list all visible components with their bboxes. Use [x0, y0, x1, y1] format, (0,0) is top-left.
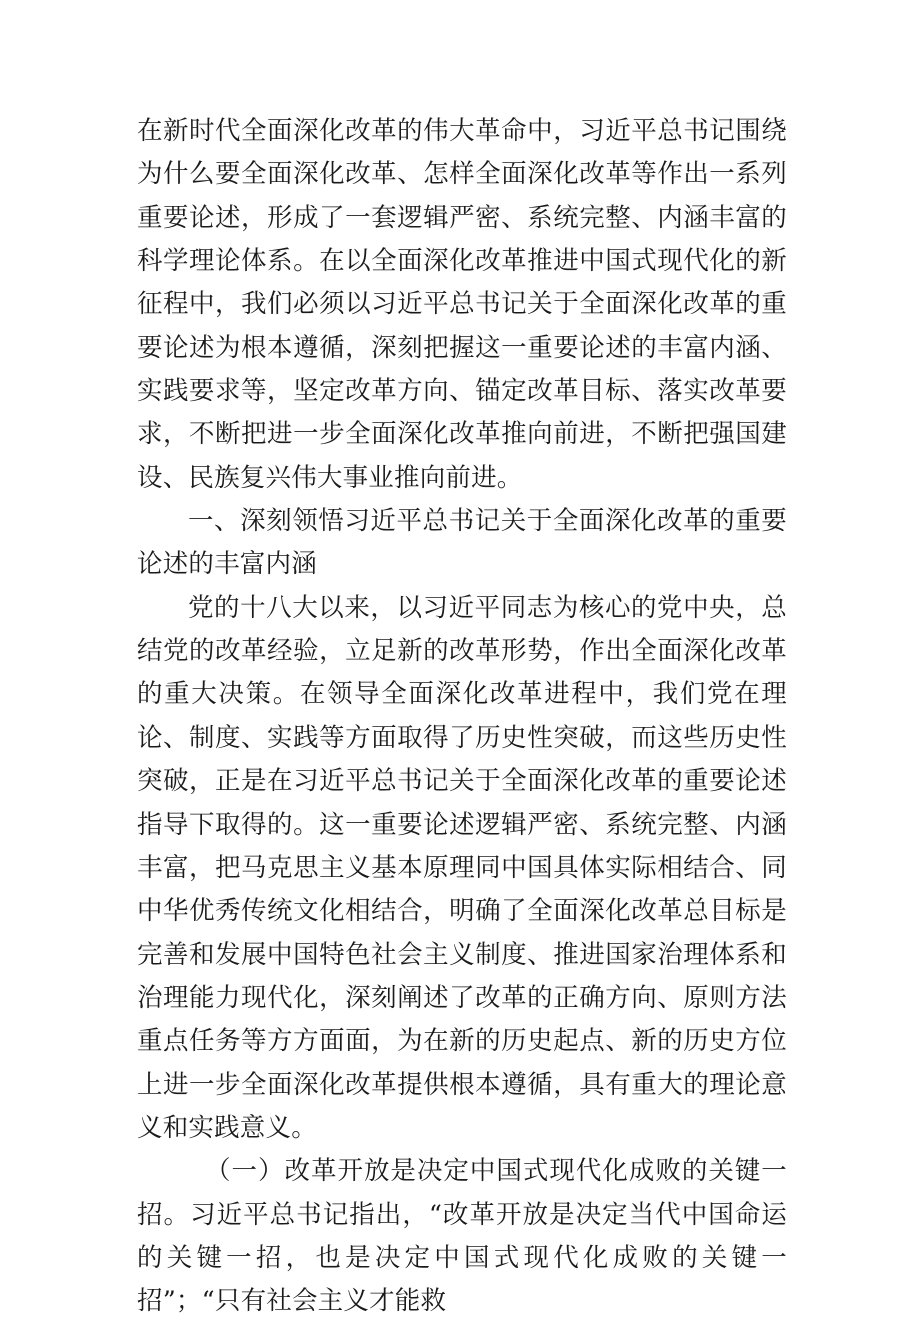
document-body [137, 110, 787, 1324]
section-body-paragraph: 党的十八大以来，以习近平同志为核心的党中央，总结党的改革经验，立足新的改革形势，作出全面深化改革的重大决策。在领导全面深化改革进程中，我们党在理论、制度、实践等方面取得了历史性突破，而这些历史性突破，正是在习近平总书记关于全面深化改革的重要论述指导下取得的。这一重要论述逻辑严密、系统完整、内涵丰富，把马克思主义基本原理同中国具体实际相结合、同中华优秀传统文化相结合，明确了全面深化改革总目标是完善和发展中国特色社会主义制度、推进国家治理体系和治理能力现代化，深刻阐述了改革的正确方向、原则方法重点任务等方方面面，为在新的历史起点、新的历史方位上进一步全面深化改革提供根本遵循，具有重大的理论意义和实践意义。 [137, 592, 787, 1143]
section-heading: 一、深刻领悟习近平总书记关于全面深化改革的重要论述的丰富内涵 [137, 506, 787, 580]
intro-paragraph: 在新时代全面深化改革的伟大革命中，习近平总书记围绕为什么要全面深化改革、怎样全面深化改革等作出一系列重要论述，形成了一套逻辑严密、系统完整、内涵丰富的科学理论体系。在以全面深化改革推进中国式现代化的新征程中，我们必须以习近平总书记关于全面深化改革的重要论述为根本遵循，深刻把握这一重要论述的丰富内涵、实践要求等，坚定改革方向、锚定改革目标、落实改革要求，不断把进一步全面深化改革推向前进，不断把强国建设、民族复兴伟大事业推向前进。 [137, 116, 787, 493]
subsection-paragraph: （一）改革开放是决定中国式现代化成败的关键一招。习近平总书记指出，“改革开放是决定当代中国命运的关键一招，也是决定中国式现代化成败的关键一招”；“只有社会主义才能救 [137, 1156, 787, 1317]
